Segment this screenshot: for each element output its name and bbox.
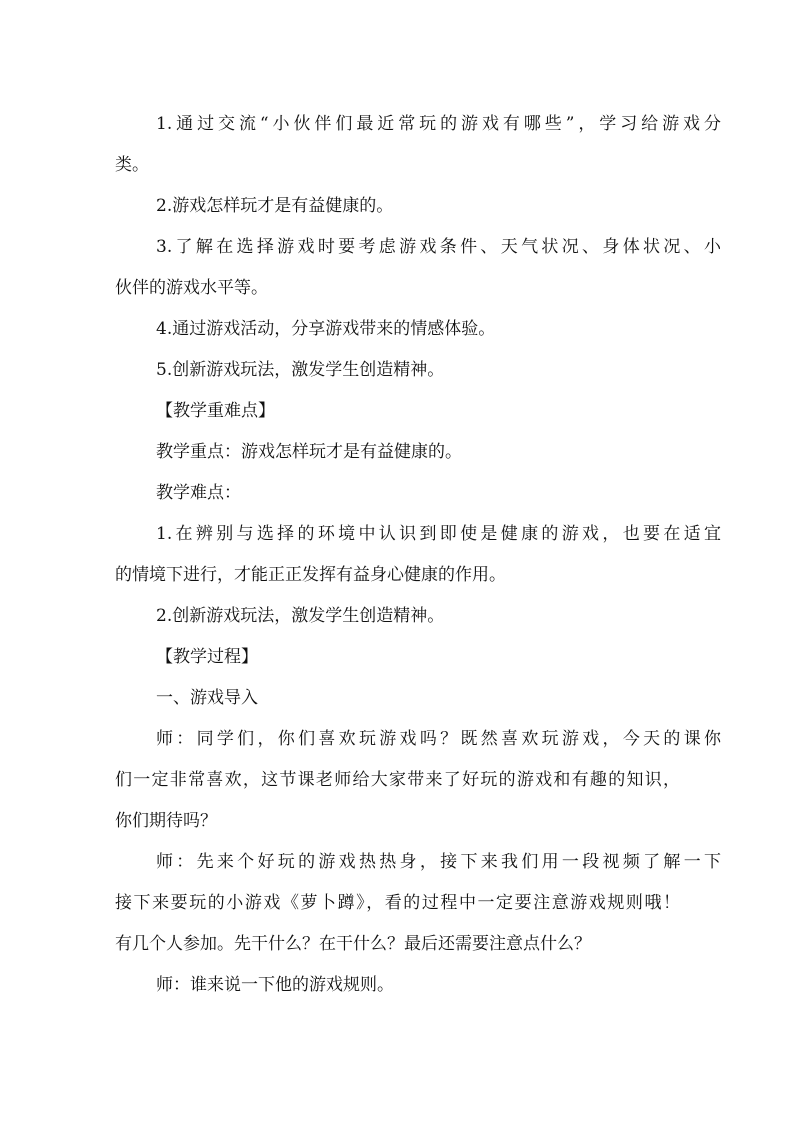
objective-5: 5.创新游戏玩法，激发学生创造精神。 <box>156 360 445 380</box>
key-point: 教学重点：游戏怎样玩才是有益健康的。 <box>156 442 462 462</box>
teacher-paragraph-2-line-3: 有几个人参加。先干什么？在干什么？最后还需要注意点什么？ <box>115 934 591 954</box>
teacher-paragraph-3: 师：谁来说一下他的游戏规则。 <box>156 975 394 995</box>
objective-3-line-2: 伙伴的游戏水平等。 <box>115 278 268 298</box>
difficulty-1-line-2: 的情境下进行，才能正正发挥有益身心健康的作用。 <box>115 565 506 585</box>
teacher-paragraph-2-line-1: 师：先来个好玩的游戏热热身，接下来我们用一段视频了解一下 <box>156 852 721 872</box>
section-heading-key-points: 【教学重难点】 <box>156 401 275 421</box>
document-body <box>115 104 721 1006</box>
teacher-paragraph-2-line-2: 接下来要玩的小游戏《萝卜蹲》，看的过程中一定要注意游戏规则哦！ <box>115 893 680 913</box>
difficulty-2: 2.创新游戏玩法，激发学生创造精神。 <box>156 606 445 626</box>
teacher-paragraph-1-line-3: 你们期待吗？ <box>115 811 217 831</box>
teacher-paragraph-1-line-2: 们一定非常喜欢，这节课老师给大家带来了好玩的游戏和有趣的知识， <box>115 770 680 790</box>
section-heading-process: 【教学过程】 <box>156 647 258 667</box>
objective-3-line-1: 3.了解在选择游戏时要考虑游戏条件、天气状况、身体状况、小 <box>156 237 721 257</box>
teacher-paragraph-1-line-1: 师：同学们，你们喜欢玩游戏吗？既然喜欢玩游戏，今天的课你 <box>156 729 721 749</box>
subheading-game-intro: 一、游戏导入 <box>156 688 258 708</box>
difficulty-1-line-1: 1.在辨别与选择的环境中认识到即使是健康的游戏，也要在适宜 <box>156 524 721 544</box>
objective-1-line-1: 1.通过交流“小伙伴们最近常玩的游戏有哪些”，学习给游戏分 <box>156 114 721 134</box>
objective-1-line-2: 类。 <box>115 155 149 175</box>
objective-4: 4.通过游戏活动，分享游戏带来的情感体验。 <box>156 319 496 339</box>
difficulty-label: 教学难点： <box>156 483 241 503</box>
objective-2: 2.游戏怎样玩才是有益健康的。 <box>156 196 394 216</box>
